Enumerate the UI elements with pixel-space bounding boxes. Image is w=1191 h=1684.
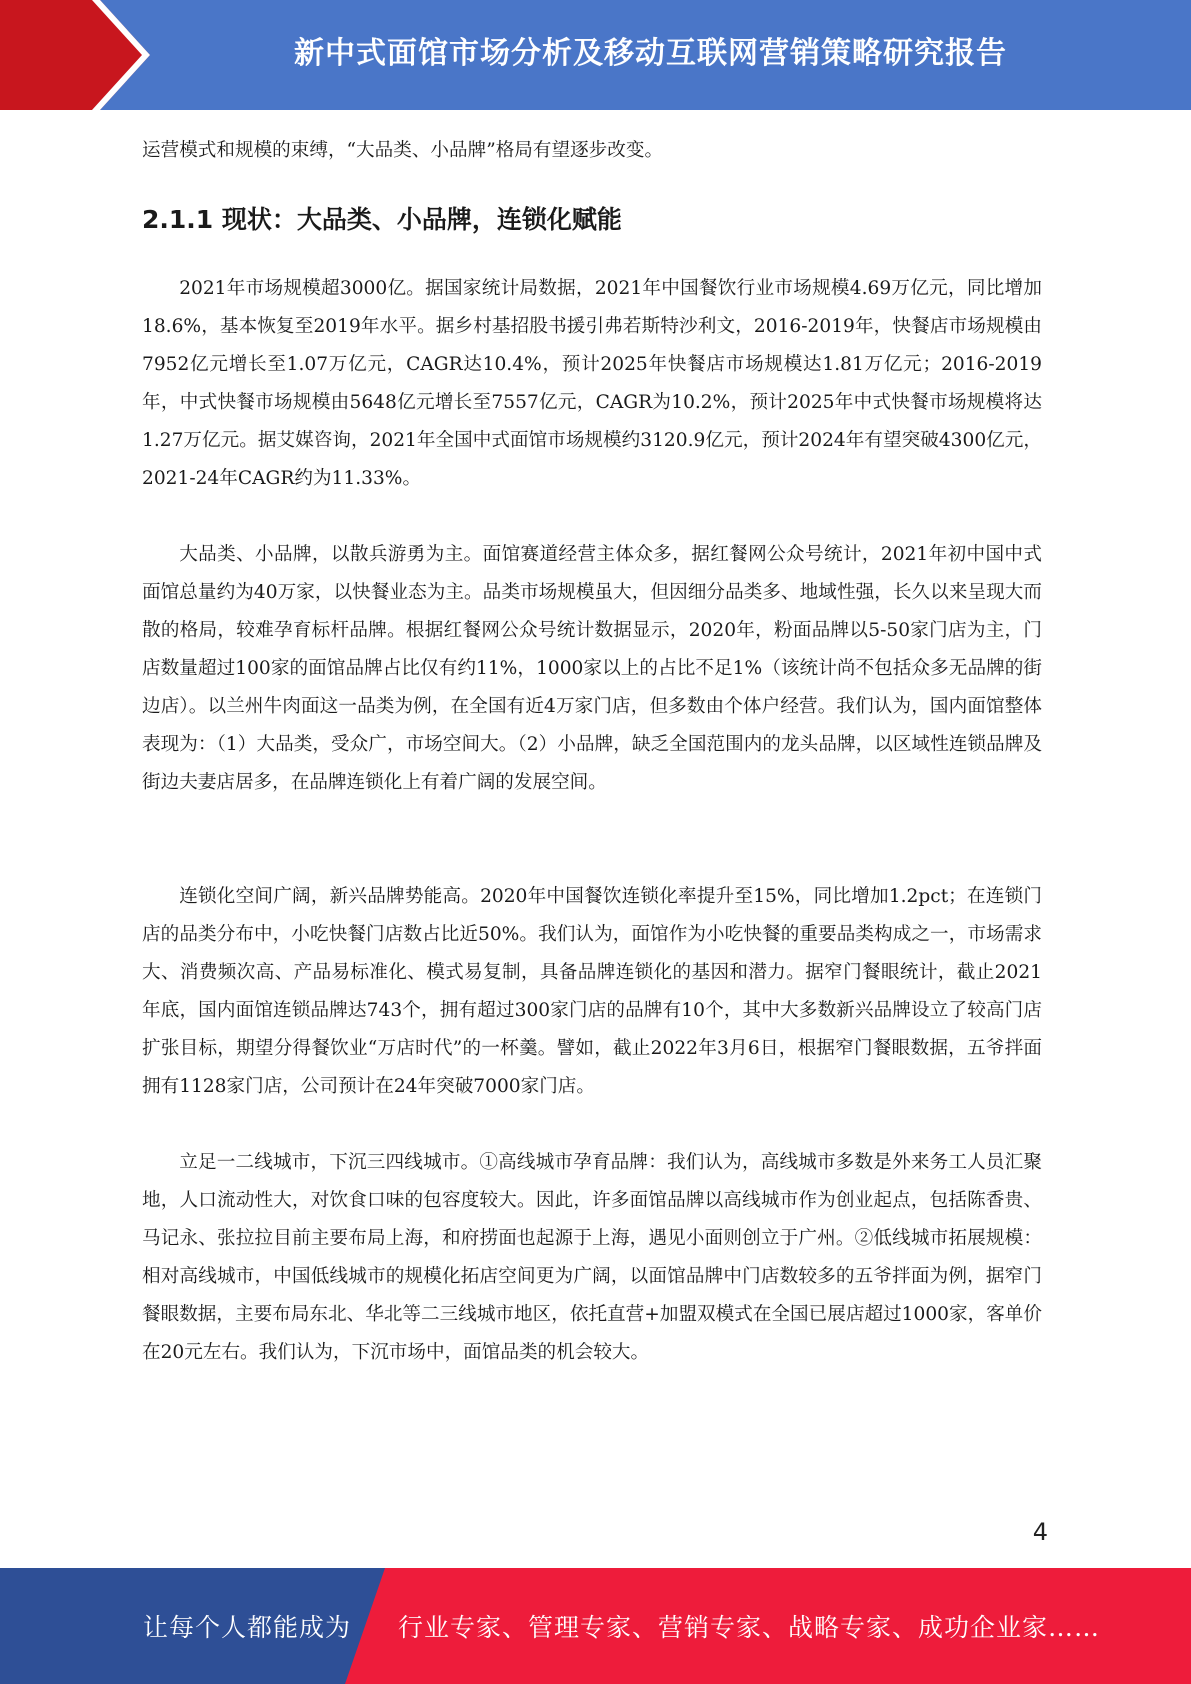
footer-slogan-left: 让每个人都能成为: [143, 1613, 352, 1642]
page-footer: [0, 1568, 1191, 1684]
paragraph-chain-expansion: 连锁化空间广阔，新兴品牌势能高。2020年中国餐饮连锁化率提升至15%，同比增加1.2pct；在连锁门店的品类分布中，小吃快餐门店数占比近50%。我们认为，面馆作为小吃快餐的重要品类构成之一，市场需求大、消费频次高、产品易标准化、模式易复制，具备品牌连锁化的基因和潜力。据窄门餐眼统计，截止2021年底，国内面馆连锁品牌达743个，拥有超过300家门店的品牌有10个，其中大多数新兴品牌设立了较高门店扩张目标，期望分得餐饮业“万店时代”的一杯羹。譬如，截止2022年3月6日，根据窄门餐眼数据，五爷拌面拥有1128家门店，公司预计在24年突破7000家门店。: [142, 886, 1042, 1097]
section-title: 2.1.1 现状：大品类、小品牌，连锁化赋能: [142, 205, 622, 234]
page-number: 4: [1032, 1518, 1048, 1546]
header-title: 新中式面馆市场分析及移动互联网营销策略研究报告: [294, 36, 1007, 71]
footer-slogan-right: 行业专家、管理专家、营销专家、战略专家、成功企业家……: [398, 1613, 1101, 1642]
paragraph-market-size: 2021年市场规模超3000亿。据国家统计局数据，2021年中国餐饮行业市场规模4.69万亿元，同比增加18.6%，基本恢复至2019年水平。据乡村基招股书援引弗若斯特沙利文，2016-2019年，快餐店市场规模由7952亿元增长至1.07万亿元，CAGR达10.4%，预计2025年快餐店市场规模达1.81万亿元；2016-2019年，中式快餐市场规模由5648亿元增长至7557亿元，CAGR为10.2%，预计2025年中式快餐市场规模将达1.27万亿元。据艾媒咨询，2021年全国中式面馆市场规模约3120.9亿元，预计2024年有望突破4300亿元，2021-24年CAGR约为11.33%。: [142, 278, 1042, 489]
paragraph-city-tiers: 立足一二线城市，下沉三四线城市。①高线城市孕育品牌：我们认为，高线城市多数是外来务工人员汇聚地，人口流动性大，对饮食口味的包容度较大。因此，许多面馆品牌以高线城市作为创业起点，包括陈香贵、马记永、张拉拉目前主要布局上海，和府捞面也起源于上海，遇见小面则创立于广州。②低线城市拓展规模：相对高线城市，中国低线城市的规模化拓店空间更为广阔，以面馆品牌中门店数较多的五爷拌面为例，据窄门餐眼数据，主要布局东北、华北等二三线城市地区，依托直营+加盟双模式在全国已展店超过1000家，客单价在20元左右。我们认为，下沉市场中，面馆品类的机会较大。: [142, 1152, 1042, 1363]
paragraph-brand-landscape: 大品类、小品牌，以散兵游勇为主。面馆赛道经营主体众多，据红餐网公众号统计，2021年初中国中式面馆总量约为40万家，以快餐业态为主。品类市场规模虽大，但因细分品类多、地域性强，长久以来呈现大而散的格局，较难孕育标杆品牌。根据红餐网公众号统计数据显示，2020年，粉面品牌以5-50家门店为主，门店数量超过100家的面馆品牌占比仅有约11%，1000家以上的占比不足1%（该统计尚不包括众多无品牌的街边店）。以兰州牛肉面这一品类为例，在全国有近4万家门店，但多数由个体户经营。我们认为，国内面馆整体表现为：（1）大品类，受众广，市场空间大。（2）小品牌，缺乏全国范围内的龙头品牌，以区域性连锁品牌及街边夫妻店居多，在品牌连锁化上有着广阔的发展空间。: [142, 544, 1042, 793]
main-content: [142, 132, 1042, 1410]
page-header: [0, 0, 1191, 110]
lead-paragraph: 运营模式和规模的束缚，“大品类、小品牌”格局有望逐步改变。: [142, 140, 664, 161]
header-red-arrow: [0, 0, 150, 110]
